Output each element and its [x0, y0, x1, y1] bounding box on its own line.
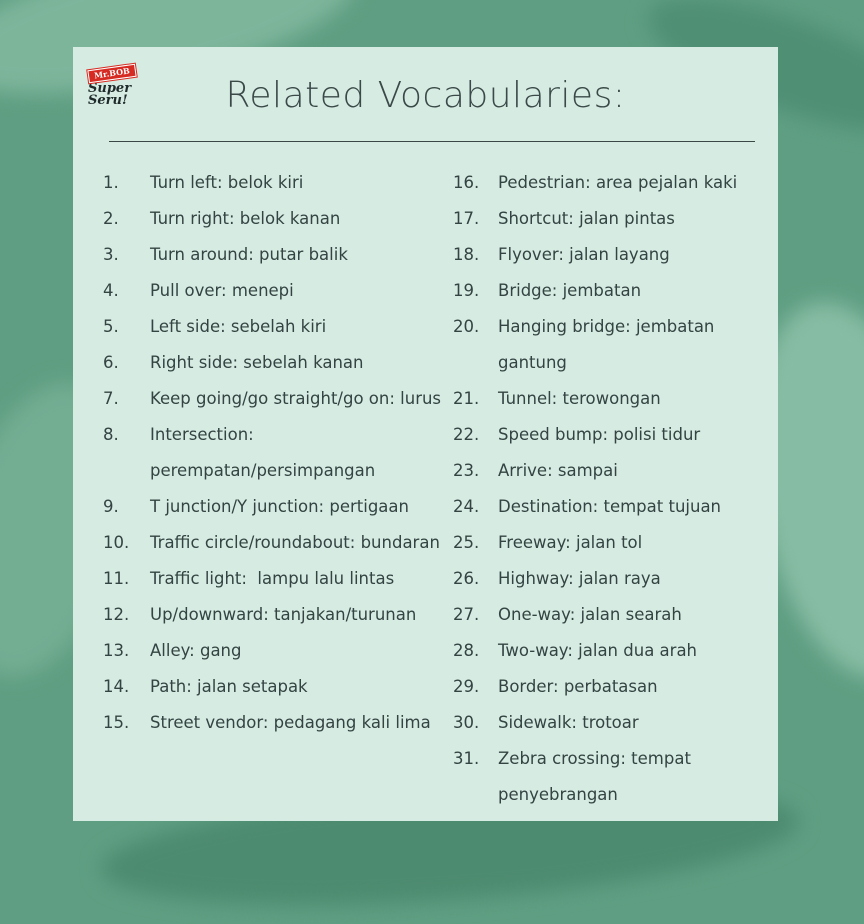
item-text: Border: perbatasan: [498, 677, 658, 696]
item-number: 13.: [103, 641, 130, 660]
vocabulary-item: [453, 489, 763, 525]
item-number: 10.: [103, 533, 130, 552]
item-number: 18.: [453, 245, 480, 264]
vocabulary-list-left: [103, 165, 443, 741]
item-number: 11.: [103, 569, 130, 588]
item-number: 4.: [103, 281, 119, 300]
item-number: 27.: [453, 605, 480, 624]
item-number: 8.: [103, 425, 119, 444]
vocabulary-item: [453, 561, 763, 597]
item-text: Keep going/go straight/go on: lurus: [150, 389, 442, 408]
vocabulary-item: [453, 381, 763, 417]
item-number: 20.: [453, 317, 480, 336]
logo-text: Super Seru!: [88, 81, 132, 108]
item-text: Freeway: jalan tol: [498, 533, 643, 552]
item-number: 25.: [453, 533, 480, 552]
item-text: Pedestrian: area pejalan kaki: [498, 173, 738, 192]
item-text: Destination: tempat tujuan: [498, 497, 722, 516]
vocabulary-item: [453, 201, 763, 237]
item-text: Right side: sebelah kanan: [150, 353, 364, 372]
item-text: Hanging bridge: jembatan gantung: [498, 317, 720, 372]
item-text: Highway: jalan raya: [498, 569, 661, 588]
item-number: 30.: [453, 713, 480, 732]
vocabulary-item: [103, 489, 443, 525]
vocabulary-item: [453, 669, 763, 705]
item-text: Sidewalk: trotoar: [498, 713, 639, 732]
item-number: 17.: [453, 209, 480, 228]
item-text: Traffic circle/roundabout: bundaran: [150, 533, 440, 552]
vocabulary-card: [73, 47, 778, 821]
item-text: Tunnel: terowongan: [498, 389, 661, 408]
vocabulary-item: [103, 525, 443, 561]
vocabulary-item: [103, 561, 443, 597]
item-text: Pull over: menepi: [150, 281, 294, 300]
item-number: 5.: [103, 317, 119, 336]
item-text: T junction/Y junction: pertigaan: [150, 497, 409, 516]
vocabulary-item: [103, 201, 443, 237]
item-number: 14.: [103, 677, 130, 696]
item-text: Turn left: belok kiri: [150, 173, 304, 192]
item-text: Up/downward: tanjakan/turunan: [150, 605, 417, 624]
item-number: 12.: [103, 605, 130, 624]
item-number: 16.: [453, 173, 480, 192]
item-text: Turn right: belok kanan: [150, 209, 341, 228]
vocabulary-item: [103, 309, 443, 345]
item-text: Intersection: perempatan/persimpangan: [150, 425, 376, 480]
item-number: 15.: [103, 713, 130, 732]
item-number: 26.: [453, 569, 480, 588]
item-number: 29.: [453, 677, 480, 696]
item-number: 1.: [103, 173, 119, 192]
page-title: Related Vocabularies:: [225, 75, 626, 116]
vocabulary-list-right: [453, 165, 763, 813]
item-number: 24.: [453, 497, 480, 516]
item-number: 31.: [453, 749, 480, 768]
item-text: Left side: sebelah kiri: [150, 317, 327, 336]
vocabulary-item: [453, 165, 763, 201]
vocabulary-item: [103, 345, 443, 381]
item-text: Bridge: jembatan: [498, 281, 642, 300]
vocabulary-item: [103, 381, 443, 417]
title-divider: [109, 141, 755, 142]
item-number: 3.: [103, 245, 119, 264]
vocabulary-item: [103, 597, 443, 633]
vocabulary-item: [103, 237, 443, 273]
item-text: Path: jalan setapak: [150, 677, 308, 696]
item-text: Arrive: sampai: [498, 461, 618, 480]
vocabulary-item: [453, 597, 763, 633]
item-number: 23.: [453, 461, 480, 480]
vocabulary-item: [453, 453, 763, 489]
vocabulary-item: [453, 309, 763, 381]
item-text: Zebra crossing: tempat penyebrangan: [498, 749, 697, 804]
item-text: Two-way: jalan dua arah: [498, 641, 698, 660]
item-number: 19.: [453, 281, 480, 300]
vocabulary-item: [103, 417, 443, 489]
vocabulary-item: [103, 633, 443, 669]
vocabulary-item: [453, 525, 763, 561]
vocabulary-item: [103, 705, 443, 741]
item-text: Turn around: putar balik: [150, 245, 348, 264]
item-number: 22.: [453, 425, 480, 444]
item-number: 28.: [453, 641, 480, 660]
item-text: Traffic light: lampu lalu lintas: [150, 569, 395, 588]
vocabulary-item: [453, 741, 763, 813]
vocabulary-item: [103, 165, 443, 201]
item-number: 9.: [103, 497, 119, 516]
item-text: Speed bump: polisi tidur: [498, 425, 701, 444]
vocabulary-item: [453, 633, 763, 669]
vocabulary-item: [453, 273, 763, 309]
vocabulary-item: [453, 417, 763, 453]
item-text: Alley: gang: [150, 641, 242, 660]
item-text: Street vendor: pedagang kali lima: [150, 713, 431, 732]
item-text: Shortcut: jalan pintas: [498, 209, 675, 228]
vocabulary-item: [453, 237, 763, 273]
vocabulary-item: [103, 273, 443, 309]
item-number: 21.: [453, 389, 480, 408]
vocabulary-item: [453, 705, 763, 741]
logo-badge: Mr.BOB: [87, 64, 136, 84]
item-number: 2.: [103, 209, 119, 228]
vocabulary-item: [103, 669, 443, 705]
item-text: One-way: jalan searah: [498, 605, 682, 624]
item-text: Flyover: jalan layang: [498, 245, 670, 264]
item-number: 7.: [103, 389, 119, 408]
item-number: 6.: [103, 353, 119, 372]
